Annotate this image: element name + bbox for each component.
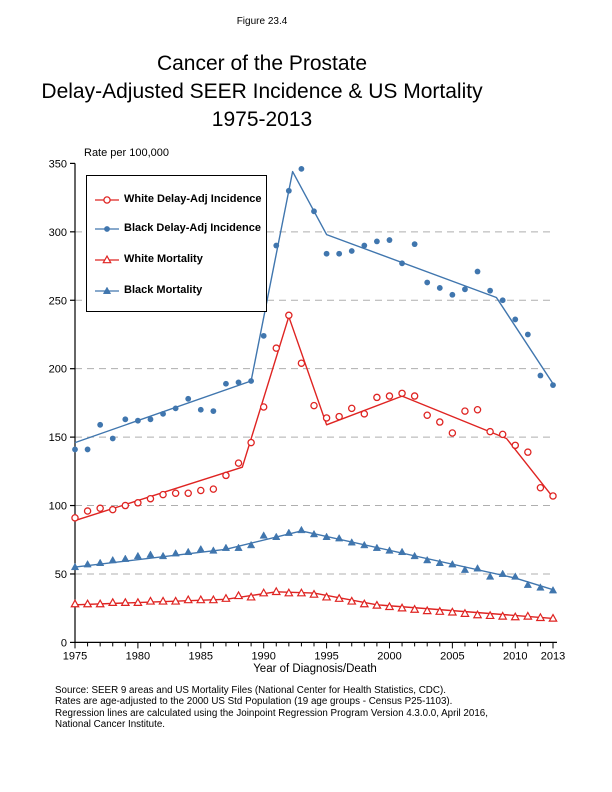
- svg-text:0: 0: [60, 637, 67, 650]
- svg-text:350: 350: [48, 158, 67, 171]
- svg-text:1975: 1975: [62, 650, 88, 663]
- svg-text:300: 300: [48, 226, 67, 239]
- legend-label: White Mortality: [124, 253, 203, 265]
- x-axis-title: Year of Diagnosis/Death: [253, 663, 377, 675]
- svg-text:50: 50: [54, 568, 67, 581]
- open-circle-icon: [94, 193, 120, 205]
- legend-item-black-mortality: [94, 284, 202, 296]
- svg-text:2000: 2000: [377, 650, 402, 663]
- svg-text:2013: 2013: [540, 650, 566, 663]
- filled-circle-icon: [94, 222, 120, 234]
- svg-text:100: 100: [48, 500, 67, 513]
- svg-text:1985: 1985: [188, 650, 214, 663]
- svg-text:1995: 1995: [314, 650, 339, 663]
- source-note-line-4: National Cancer Institute.: [55, 718, 165, 730]
- series-black-mortality: [71, 526, 556, 593]
- source-note-line-2: Rates are age-adjusted to the 2000 US Std Population (19 age groups - Census P25-1103).: [55, 696, 453, 708]
- legend-label: Black Delay-Adj Incidence: [124, 222, 261, 234]
- series-white-mortality: [71, 588, 556, 621]
- open-triangle-icon: [94, 253, 120, 265]
- y-axis: [49, 158, 75, 649]
- svg-text:2010: 2010: [503, 650, 528, 663]
- legend-item-white-mortality: [94, 253, 203, 265]
- legend-label: Black Mortality: [124, 284, 203, 296]
- source-note: [55, 685, 595, 730]
- regression-line: [75, 531, 553, 590]
- svg-text:150: 150: [48, 432, 67, 445]
- y-axis-title: Rate per 100,000: [84, 147, 170, 159]
- svg-text:200: 200: [48, 363, 67, 376]
- regression-line: [75, 317, 553, 521]
- source-note-line-1: Source: SEER 9 areas and US Mortality Files (National Center for Health Statistics, CDC).: [55, 685, 446, 696]
- chart-title-line-3: 1975-2013: [211, 108, 313, 131]
- svg-text:250: 250: [48, 295, 67, 308]
- series-white-delay-adj-incidence: [72, 312, 556, 521]
- svg-text:1990: 1990: [251, 650, 276, 663]
- figure-number: Figure 23.4: [236, 16, 288, 27]
- legend: [86, 175, 267, 312]
- legend-item-white-incidence: [94, 193, 262, 205]
- svg-text:2005: 2005: [440, 650, 465, 663]
- chart-title-line-2: Delay-Adjusted SEER Incidence & US Mortality: [41, 80, 483, 103]
- filled-triangle-icon: [94, 284, 120, 296]
- legend-item-black-incidence: [94, 222, 261, 234]
- x-axis: [63, 642, 565, 662]
- source-note-line-3: Regression lines are calculated using the Joinpoint Regression Program Version 4.3.0.0, April 2016,: [55, 707, 488, 719]
- legend-label: White Delay-Adj Incidence: [124, 193, 262, 205]
- chart-title-line-1: Cancer of the Prostate: [156, 52, 368, 75]
- svg-text:1980: 1980: [125, 650, 151, 663]
